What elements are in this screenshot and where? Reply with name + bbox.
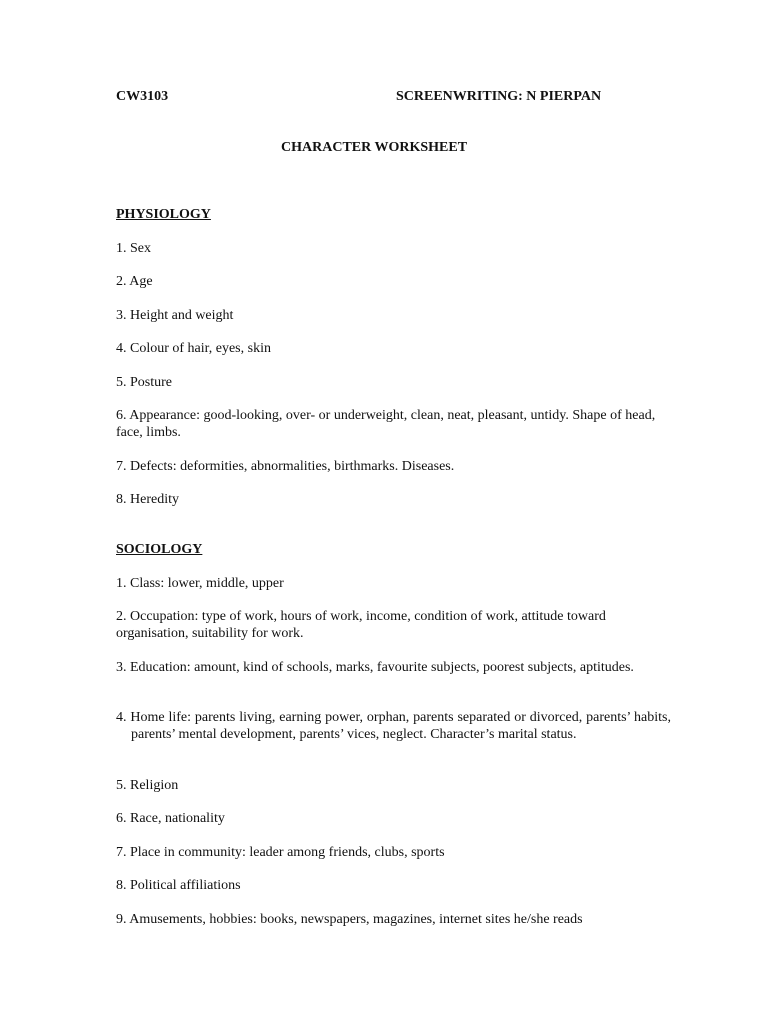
sociology-item-religion: 5. Religion [116,778,179,793]
course-title: SCREENWRITING: N PIERPAN [396,89,602,104]
sociology-item-race: 6. Race, nationality [116,811,225,826]
sociology-item-home-life: 4. Home life: parents living, earning power, orphan, parents separated or divorced, parents’ habits, parents’ mental development, parents’ vices, neglect. Character’s marital status. [116,710,671,742]
physiology-item-appearance: 6. Appearance: good-looking, over- or underweight, clean, neat, pleasant, untidy. Shape of head, face, limbs. [116,408,656,440]
physiology-item-defects: 7. Defects: deformities, abnormalities, birthmarks. Diseases. [116,459,455,474]
physiology-item-colour: 4. Colour of hair, eyes, skin [116,341,271,356]
course-code: CW3103 [116,89,169,104]
physiology-item-age: 2. Age [116,274,153,289]
sociology-item-political: 8. Political affiliations [116,878,241,893]
page-title: CHARACTER WORKSHEET [281,140,468,155]
physiology-heading: PHYSIOLOGY [116,207,211,222]
sociology-item-community: 7. Place in community: leader among friends, clubs, sports [116,845,445,860]
sociology-item-class: 1. Class: lower, middle, upper [116,576,284,591]
sociology-item-education: 3. Education: amount, kind of schools, marks, favourite subjects, poorest subjects, aptitudes. [116,660,634,675]
physiology-item-posture: 5. Posture [116,375,172,390]
physiology-item-height-weight: 3. Height and weight [116,308,234,323]
physiology-item-sex: 1. Sex [116,241,151,256]
sociology-item-occupation: 2. Occupation: type of work, hours of work, income, condition of work, attitude toward organisation, suitability for work. [116,609,606,641]
sociology-item-amusements: 9. Amusements, hobbies: books, newspapers, magazines, internet sites he/she reads [116,912,583,927]
sociology-heading: SOCIOLOGY [116,542,203,557]
physiology-item-heredity: 8. Heredity [116,492,179,507]
